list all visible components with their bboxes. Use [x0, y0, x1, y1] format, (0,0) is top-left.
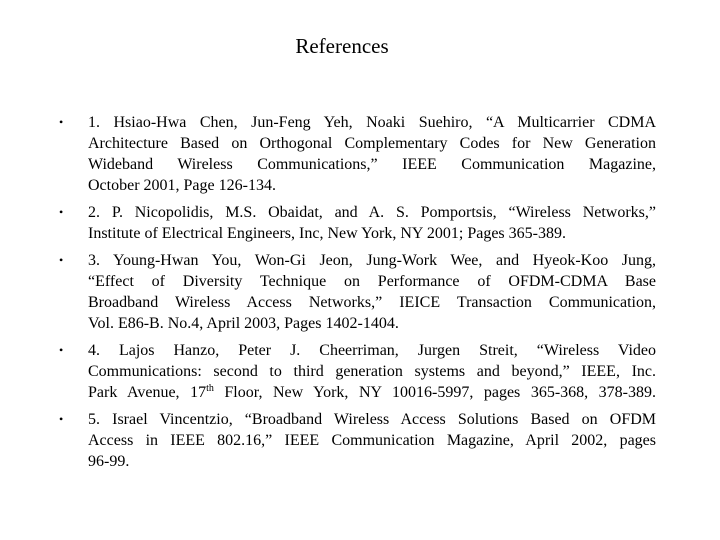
reference-line: Access in IEEE 802.16,” IEEE Communication Magazine, April 2002, pages — [88, 432, 656, 449]
reference-line: 4. Lajos Hanzo, Peter J. Cheerriman, Jurgen Streit, “Wireless Video — [88, 342, 657, 359]
reference-text — [88, 112, 656, 196]
reference-number: 1 — [88, 114, 96, 131]
reference-line: Park Avenue, 17th Floor, New York, NY 10016-5997, pages 365-368, 378-389. — [88, 383, 657, 401]
reference-line: “Effect of Diversity Technique on Performance of OFDM-CDMA Base — [88, 273, 656, 290]
reference-line: 96-99. — [88, 453, 130, 470]
bullet: • — [59, 115, 64, 129]
reference-text — [88, 340, 656, 403]
bullet: • — [59, 205, 64, 219]
reference-number: 3 — [88, 252, 96, 269]
reference-line: 3. Young-Hwan You, Won-Gi Jeon, Jung-Work Wee, and Hyeok-Koo Jung, — [88, 252, 657, 269]
reference-number: 2 — [88, 204, 96, 221]
reference-line: Institute of Electrical Engineers, Inc, New York, NY 2001; Pages 365-389. — [88, 225, 566, 242]
page-title: References — [295, 34, 389, 58]
reference-number: 5 — [88, 411, 96, 428]
reference-line: 1. Hsiao-Hwa Chen, Jun-Feng Yeh, Noaki Suehiro, “A Multicarrier CDMA — [88, 114, 657, 131]
reference-line: Wideband Wireless Communications,” IEEE Communication Magazine, — [88, 156, 656, 173]
reference-line: Vol. E86-B. No.4, April 2003, Pages 1402-1404. — [88, 315, 399, 332]
reference-line: 5. Israel Vincentzio, “Broadband Wireless Access Solutions Based on OFDM — [88, 411, 656, 428]
reference-text — [88, 409, 656, 472]
reference-line: 2. P. Nicopolidis, M.S. Obaidat, and A. S. Pomportsis, “Wireless Networks,” — [88, 204, 657, 221]
reference-text — [88, 250, 656, 334]
reference-line: Communications: second to third generation systems and beyond,” IEEE, Inc. — [88, 363, 656, 380]
reference-text — [88, 202, 656, 244]
reference-line: October 2001, Page 126-134. — [88, 177, 276, 194]
reference-number: 4 — [88, 342, 96, 359]
reference-line: Broadband Wireless Access Networks,” IEICE Transaction Communication, — [88, 294, 656, 311]
bullet: • — [59, 253, 64, 267]
bullet: • — [59, 343, 64, 357]
bullet: • — [59, 412, 64, 426]
reference-line: Architecture Based on Orthogonal Complementary Codes for New Generation — [88, 135, 656, 152]
